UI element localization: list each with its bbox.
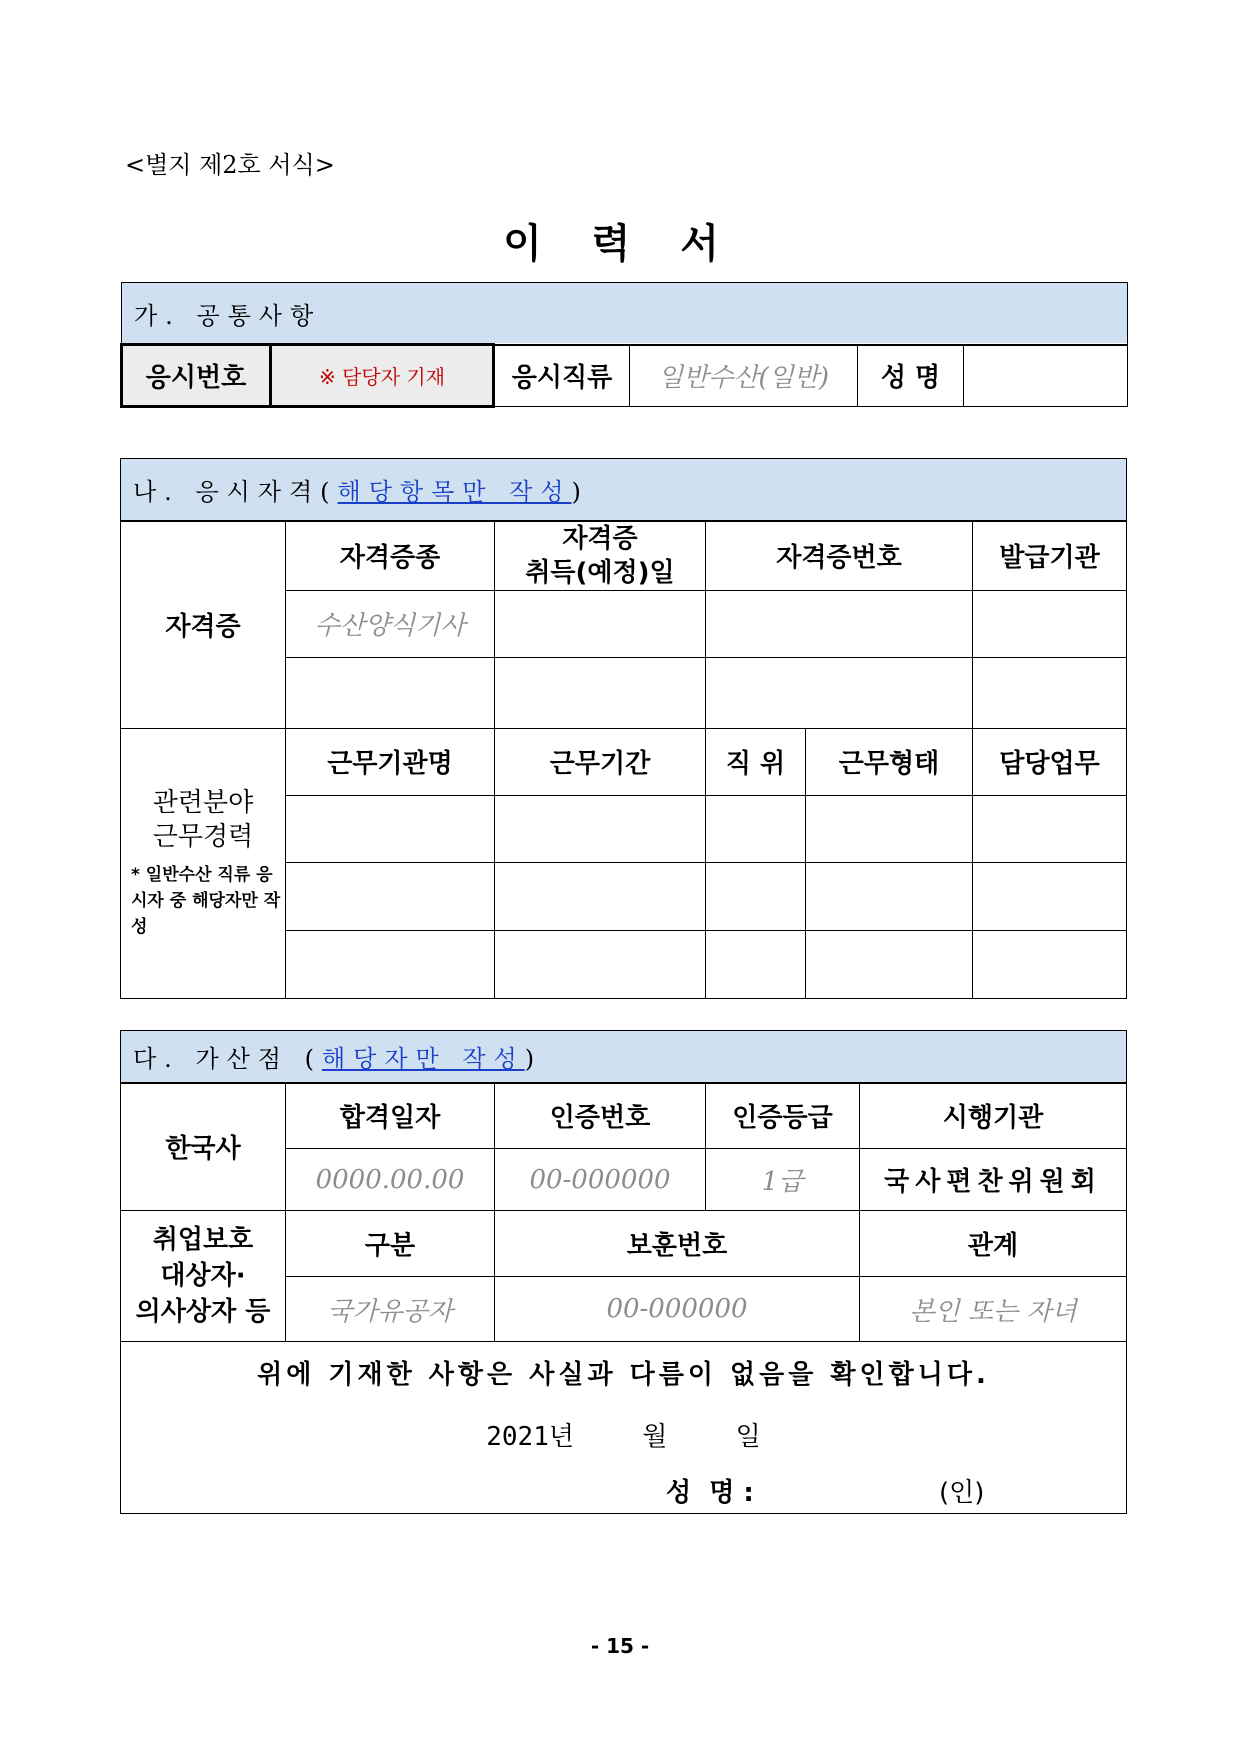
col-career-org: 근무기관명	[286, 728, 495, 795]
cert-row-label: 자격증	[121, 521, 286, 729]
career-duty-cell[interactable]	[973, 930, 1127, 998]
career-position-cell[interactable]	[706, 862, 806, 930]
col-cert-number: 자격증번호	[706, 521, 973, 591]
veteran-label-line1: 취업보호	[152, 1225, 254, 1255]
career-type-cell[interactable]	[806, 930, 973, 998]
exam-number-note: ※ 담당자 기재	[318, 364, 446, 389]
col-veteran-category: 구분	[286, 1211, 495, 1277]
col-career-period: 근무기간	[495, 728, 706, 795]
document-title: 이 력 서	[503, 221, 737, 267]
career-label-line1: 관련분야	[152, 788, 254, 818]
day: 일	[735, 1422, 761, 1452]
col-cert-type: 자격증종	[286, 521, 495, 591]
veteran-relation-cell[interactable]: 본인 또는 자녀	[860, 1277, 1127, 1342]
cert-issuer-cell[interactable]	[973, 590, 1127, 657]
career-duty-cell[interactable]	[973, 862, 1127, 930]
career-period-cell[interactable]	[495, 930, 706, 998]
job-value[interactable]: 일반수산(일반)	[630, 345, 858, 407]
col-career-type: 근무형태	[806, 728, 973, 795]
veteran-category-cell[interactable]: 국가유공자	[286, 1277, 495, 1342]
cert-number-cell[interactable]	[706, 590, 973, 657]
confirmation-block	[121, 1342, 1127, 1514]
career-position-cell[interactable]	[706, 795, 806, 862]
career-row-label	[121, 728, 286, 998]
name-field[interactable]	[964, 345, 1128, 407]
date-line	[121, 1416, 1126, 1453]
col-cert-no: 인증번호	[495, 1083, 706, 1149]
month: 월	[642, 1422, 668, 1452]
bonus-table	[120, 1030, 1127, 1514]
career-org-cell[interactable]	[286, 930, 495, 998]
cert-issuer-cell[interactable]	[973, 657, 1127, 728]
page-number: - 15 -	[590, 1634, 650, 1658]
career-org-cell[interactable]	[286, 795, 495, 862]
name-label: 성 명	[858, 345, 964, 407]
career-period-cell[interactable]	[495, 795, 706, 862]
col-cert-date-line2: 취득(예정)일	[525, 557, 675, 588]
col-agency: 시행기관	[860, 1083, 1127, 1149]
col-cert-date	[495, 521, 706, 591]
signer-name-label: 성 명 :	[666, 1478, 754, 1508]
col-cert-date-line1: 자격증	[562, 523, 638, 554]
career-note: * 일반수산 직류 응시자 중 해당자만 작성	[131, 865, 281, 937]
section-qualification	[120, 458, 1126, 999]
section-c-header	[121, 1031, 1127, 1083]
section-common	[120, 282, 1126, 408]
veteran-number-cell[interactable]: 00-000000	[495, 1277, 860, 1342]
common-table	[120, 282, 1128, 408]
cert-type-cell[interactable]	[286, 657, 495, 728]
veteran-label-line3: 의사상자 등	[135, 1297, 271, 1327]
job-label: 응시직류	[494, 345, 630, 407]
col-veteran-number: 보훈번호	[495, 1211, 860, 1277]
exam-number-label: 응시번호	[122, 345, 271, 407]
section-bonus	[120, 1030, 1126, 1514]
history-row-label: 한국사	[121, 1083, 286, 1211]
col-grade: 인증등급	[706, 1083, 860, 1149]
section-a-header: 가. 공통사항	[122, 283, 1128, 345]
col-cert-issuer: 발급기관	[973, 521, 1127, 591]
career-type-cell[interactable]	[806, 795, 973, 862]
form-label: <별지 제2호 서식>	[125, 151, 335, 179]
veteran-row-label	[121, 1211, 286, 1342]
cert-number-cell[interactable]	[706, 657, 973, 728]
year: 2021년	[486, 1422, 574, 1452]
qualification-table	[120, 458, 1127, 999]
career-duty-cell[interactable]	[973, 795, 1127, 862]
col-career-duty: 담당업무	[973, 728, 1127, 795]
section-c-header-link: 해당자만 작성	[322, 1044, 525, 1073]
section-b-header-link: 해당항목만 작성	[337, 477, 572, 506]
section-b-header-prefix: 나. 응시자격(	[133, 477, 338, 506]
veteran-label-line2: 대상자·	[160, 1261, 246, 1291]
col-pass-date: 합격일자	[286, 1083, 495, 1149]
career-period-cell[interactable]	[495, 862, 706, 930]
grade-cell[interactable]: 1급	[706, 1149, 860, 1211]
exam-number-field	[271, 345, 494, 407]
agency-cell: 국사편찬위원회	[860, 1149, 1127, 1211]
cert-no-cell[interactable]: 00-000000	[495, 1149, 706, 1211]
section-c-header-prefix: 다. 가산점 (	[133, 1044, 322, 1073]
cert-type-cell[interactable]: 수산양식기사	[286, 590, 495, 657]
seal-mark: (인)	[939, 1478, 985, 1508]
career-position-cell[interactable]	[706, 930, 806, 998]
section-b-header	[121, 459, 1127, 521]
pass-date-cell[interactable]: 0000.00.00	[286, 1149, 495, 1211]
col-veteran-relation: 관계	[860, 1211, 1127, 1277]
cert-date-cell[interactable]	[495, 657, 706, 728]
career-type-cell[interactable]	[806, 862, 973, 930]
career-label-line2: 근무경력	[152, 822, 254, 852]
cert-date-cell[interactable]	[495, 590, 706, 657]
section-c-header-suffix: )	[524, 1044, 543, 1073]
section-b-header-suffix: )	[571, 477, 589, 506]
col-career-position: 직 위	[706, 728, 806, 795]
career-org-cell[interactable]	[286, 862, 495, 930]
confirmation-statement: 위에 기재한 사항은 사실과 다름이 없음을 확인합니다.	[257, 1360, 990, 1390]
